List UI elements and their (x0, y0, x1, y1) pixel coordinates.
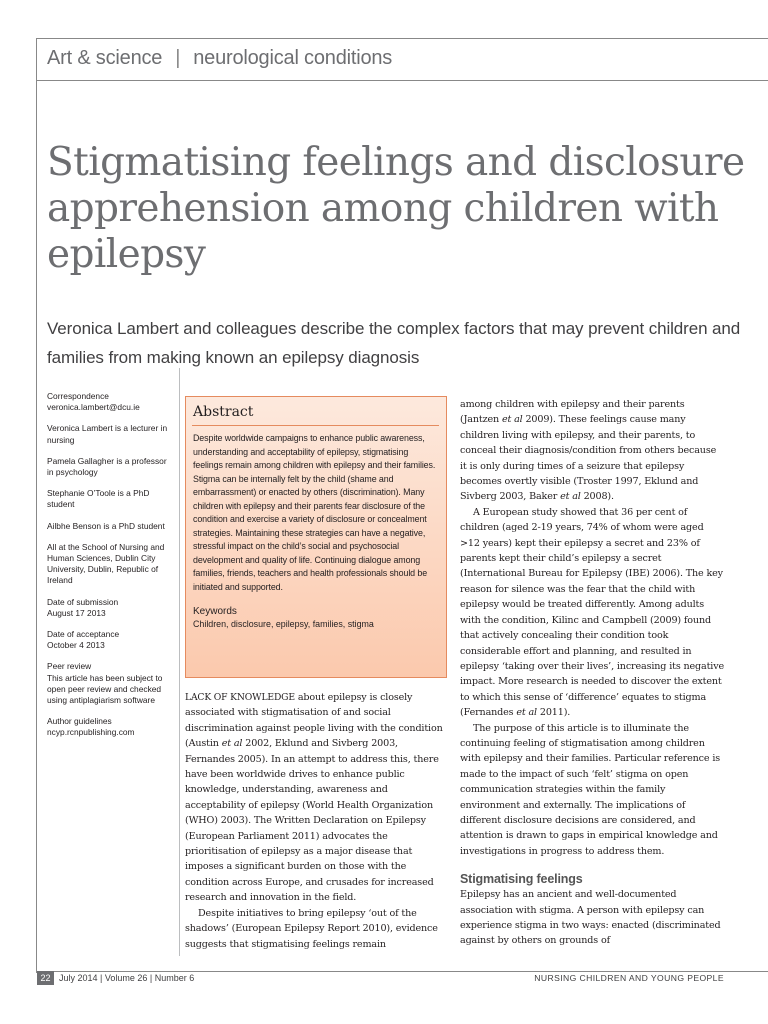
section-subheading: Stigmatising feelings (460, 872, 583, 887)
abstract-rule (192, 425, 439, 426)
body-column-right (460, 397, 725, 949)
body-column-left (185, 690, 445, 952)
author-stephanie-otoole: Stephanie O’Toole is a PhD student (47, 488, 150, 510)
author-pamela-gallagher: Pamela Gallagher is a professor in psychology (47, 455, 167, 478)
frame-top-rule (36, 38, 768, 39)
et-al-italic: et al (501, 414, 523, 426)
abstract-box (185, 396, 447, 678)
standfirst: Veronica Lambert and colleagues describe the complex factors that may prevent children and families from making known an epilepsy diagnosis (47, 319, 741, 367)
page-number: 22 (37, 971, 54, 985)
et-al-italic: et al (516, 707, 537, 719)
body-paragraph: A European study showed that 36 per cent of children (aged 2-19 years, 74% of whom were aged >12 years) kept their epilepsy a secret and 23% of parents kept their child’s epilepsy a secret (International Bureau for Epilepsy (IBE) 2006). The key reason for silence was the fear that the child with epilepsy would be treated differently. Among adults with the condition, Kilinc and Campbell (2009) found that actively concealing their condition took considerable effort and planning, and resulted in epilepsy ‘taking over their lives’, increasing its negative impact. More research is needed to discover the extent to which this sense of ‘difference’ equates to stigma (Fernandes et al 2011). (460, 506, 725, 719)
journal-name: NURSING CHILDREN AND YOUNG PEOPLE (534, 973, 724, 983)
section-label: Art & science (47, 47, 163, 69)
author-sidebar (47, 391, 175, 749)
topic-label: neurological conditions (193, 47, 393, 69)
body-paragraph: Despite initiatives to bring epilepsy ‘out of the shadows’ (European Epilepsy Report 2010), evidence suggests that stigmatising feelings remain (185, 907, 438, 950)
date-of-acceptance: Date of acceptance October 4 2013 (47, 629, 120, 651)
keywords-title: Keywords (193, 606, 237, 617)
et-al-italic: et al (221, 738, 243, 750)
header-rule (36, 80, 768, 81)
section-header (47, 47, 392, 70)
column-divider (179, 368, 180, 956)
body-paragraph: The purpose of this article is to illuminate the continuing feeling of stigmatisation among children with epilepsy and their families. Particular reference is made to the impact of such ‘felt’ stigma on open communication strategies within the family environment and externally. The implications of different disclosure decisions are considered, and attention is drawn to gaps in empirical knowledge and investigations in progress to address them. (460, 722, 721, 857)
peer-review: Peer review This article has been subject to open peer review and checked using antiplagiarism software (47, 661, 163, 706)
body-paragraph: Epilepsy has an ancient and well-documented association with stigma. A person with epilepsy can experience stigma in two ways: enacted (discriminated against by others on grounds of (460, 889, 721, 947)
lead-in: LACK OF KNOWLEDGE (185, 692, 295, 703)
body-text: about epilepsy is closely associated with stigmatisation of and social discrimination against people living with the condition (Austin et al 2002, Eklund and Sivberg 2003, Fernandes 2005). In an attempt to address this, there have been worldwide drives to enhance public knowledge, understanding, awareness and acceptability of epilepsy (World Health Organization (WHO) 2003). The Written Declaration on Epilepsy (European Parliament 2011) advocates the prioritisation of epilepsy as a major disease that imposes a significant burden on those with the condition across Europe, and crusades for increased research and innovation in the field. (185, 692, 443, 904)
author-veronica-lambert: Veronica Lambert is a lecturer in nursing (47, 423, 168, 445)
header-separator: | (175, 47, 181, 69)
correspondence: Correspondence veronica.lambert@dcu.ie (47, 391, 140, 413)
date-of-submission: Date of submission August 17 2013 (47, 596, 119, 618)
issue-info: July 2014 | Volume 26 | Number 6 (59, 973, 195, 983)
affiliation: All at the School of Nursing and Human Sciences, Dublin City University, Dublin, Republic of Ireland (47, 541, 165, 586)
author-ailbhe-benson: Ailbhe Benson is a PhD student (47, 520, 165, 531)
article-title: Stigmatising feelings and disclosure apprehension among children with epilepsy (47, 140, 745, 277)
et-al-italic: et al (560, 491, 581, 503)
abstract-text: Despite worldwide campaigns to enhance public awareness, understanding and acceptability of epilepsy, stigmatising feelings remain among children with epilepsy and their families. Stigma can be internally felt by the child (shame and embarrassment) or enacted by others (discrimination). Many children with epilepsy and their parents fear disclosure of the condition and exercise a variety of disclosure or concealment strategies. Maintaining these strategies can have a negative, stressful impact on the child’s social and psychosocial development and quality of life. Continuing dialogue among families, friends, teachers and health professionals should be initiated and supported. (193, 433, 436, 592)
body-paragraph (185, 690, 445, 906)
keywords-text: Children, disclosure, epilepsy, families, stigma (193, 619, 374, 629)
author-guidelines: Author guidelines ncyp.rcnpublishing.com (47, 716, 135, 738)
body-paragraph: among children with epilepsy and their parents (Jantzen et al 2009). These feelings cause many children living with epilepsy, and their parents, to conceal their diagnosis/condition from others because it is only during times of a seizure that epilepsy becomes overtly visible (Troster 1997, Eklund and Sivberg 2003, Baker et al 2008). (460, 399, 717, 503)
frame-left-rule (36, 38, 37, 973)
abstract-title: Abstract (193, 404, 254, 420)
